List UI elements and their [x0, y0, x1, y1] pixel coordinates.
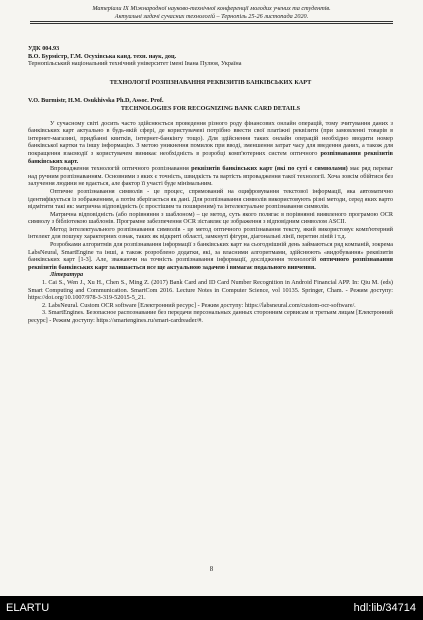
- paragraph-emphasis: реквізитів банківських карт (які по суті є символами): [191, 165, 348, 173]
- reference-item: 1. Cai S., Wen J., Xu H., Chen S., Ming Z. (2017) Bank Card and ID Card Number Recognition in Android Financial APP. In: Qiu M. (eds) Smart Computing and Communication. SmartCom 2016. Lecture Notes in Computer Science, vol 10135. Springer, Cham. - Режим доступу: https://doi.org/10.1007/978-3-319-52015-5_21.: [28, 279, 393, 302]
- paragraph-matrix-matching: Матрична відповідність (або порівняння з шаблоном) – це метод, суть якого полягає в порівнянні виявленого програмою OCR символу з бібліотекою шаблонів. Програмне забезпечення OCR зіставляє це зображення з відповідним символом ASCII.: [28, 210, 393, 226]
- page-number: 8: [209, 566, 214, 573]
- header-rule: [30, 23, 393, 24]
- authors-en: V.O. Burmistr, H.M. Osukhivska Ph.D, Assoc. Prof.: [28, 97, 164, 105]
- paragraph-developers: [28, 241, 393, 271]
- article-body: [28, 45, 393, 325]
- header-line-1: Матеріали ІХ Міжнародної науково-технічної конференції молодих учених та студентів.: [92, 5, 331, 12]
- paragraph-advantages: [28, 165, 393, 188]
- conference-header: [30, 5, 393, 21]
- paragraph-intelligent-recognition: Метод інтелектуального розпізнавання символів - це метод оптичного розпізнавання тексту, який використовує комп'ютерний інтелект для пошуку характерних ознак, таких як відкриті області, замкнуті фігури, діагональні лінії, перетин ліній і т.д.: [28, 225, 393, 241]
- paragraph-text: Розробками алгоритмів для розпізнавання інформації з банківських карт на сьогоднішній день займаються ряд компаній, зокрема LabsNeural, SmartEngine та інші, а також розроблено додатки, які, за власними алгоритмами, здійснюють «видобування» реквізитів банківських карт [1-3]. Але, зважаючи на точність розпізнавання інформації, дослідження технологій: [28, 241, 393, 264]
- authors-ua: В.О. Бурмістр, Г.М. Осухівська канд. техн. наук, доц.: [28, 52, 177, 60]
- header-line-2: Актуальні задачі сучасних технологій – Тернопіль 25-26 листопада 2020.: [114, 13, 309, 20]
- paragraph-intro: [28, 120, 393, 166]
- handle-id: hdl:lib/34714: [353, 602, 416, 614]
- paragraph-text: Впровадження технологій оптичного розпізнавання: [50, 165, 192, 173]
- paragraph-text: У сучасному світі досить часто здійснюється проведення різного роду фінансових онлайн операцій, тому зчитування даних з банківських карт актуально в будь-якій сфері, де користувачеві потрібно ввести свої платіжні реквізити (при замовленні товарів в інтернет-магазині, придбанні квитків, інтернет-банкінгу тощо). Для здійснення таких онлайн операцій необхідно вводити номер банківської картки та іншу інформацію. З метою уникнення помилок при вводі, зменшення затрат часу для введення даних, а також для покращення взаємодії з користувачем виникає необхідність в розробці комп'ютерних систем оптичного: [28, 119, 393, 157]
- paragraph-text: має ряд переваг над ручним розпізнаванням. Основними з яких є точність, швидкість та вартість впровадження такої технології. Хоча зовсім обійтися без залучення людини не вдається, але фактор її участі буде мінімальним.: [28, 165, 393, 188]
- reference-item: 2. LabsNeural. Custom OCR software [Електронний ресурс] - Режим доступу: https://labsneural.com/custom-ocr-software/.: [42, 301, 356, 309]
- title-en: TECHNOLOGIES FOR RECOGNIZING BANK CARD DETAILS: [120, 104, 301, 112]
- paragraph-ocr: Оптичне розпізнавання символів - це процес, спрямований на оцифровування текстової інформації, яка автоматично ідентифікується із зображенням, а потім зберігається як дані. Для розпізнавання символів використовують різні методи, серед яких варто відмітити такі як: матрична відповідність (є простішим та поширеним) та інтелектуальне розпізнавання символів.: [28, 187, 393, 211]
- references-heading: Література: [50, 271, 84, 279]
- paragraph-emphasis: оптичного розпізнавання реквізитів банківських карт залишається все ще актуальною задачею і вимагає подального вивчення.: [28, 256, 393, 271]
- affiliation-ua: Тернопільський національний технічний університет імені Івана Пулюя, Україна: [28, 60, 242, 68]
- repository-name: ELARTU: [6, 602, 50, 614]
- paragraph-emphasis: розпізнавання реквізитів банківських карт.: [28, 149, 393, 165]
- header-rule: [30, 21, 393, 22]
- repository-footer: [0, 596, 423, 620]
- udk-code: УДК 004.93: [28, 45, 60, 52]
- title-ua: ТЕХНОЛОГІЇ РОЗПІЗНАВАННЯ РЕКВІЗИТІВ БАНКІВСЬКИХ КАРТ: [109, 78, 312, 86]
- reference-item: 3. SmartEngines. Безопасное распознавание без передачи персональных данных сторонним сервисам и третьим лицам [Електронний ресурс] - Режим доступу: https://smartengines.ru/smart-cardreader/#.: [28, 309, 393, 324]
